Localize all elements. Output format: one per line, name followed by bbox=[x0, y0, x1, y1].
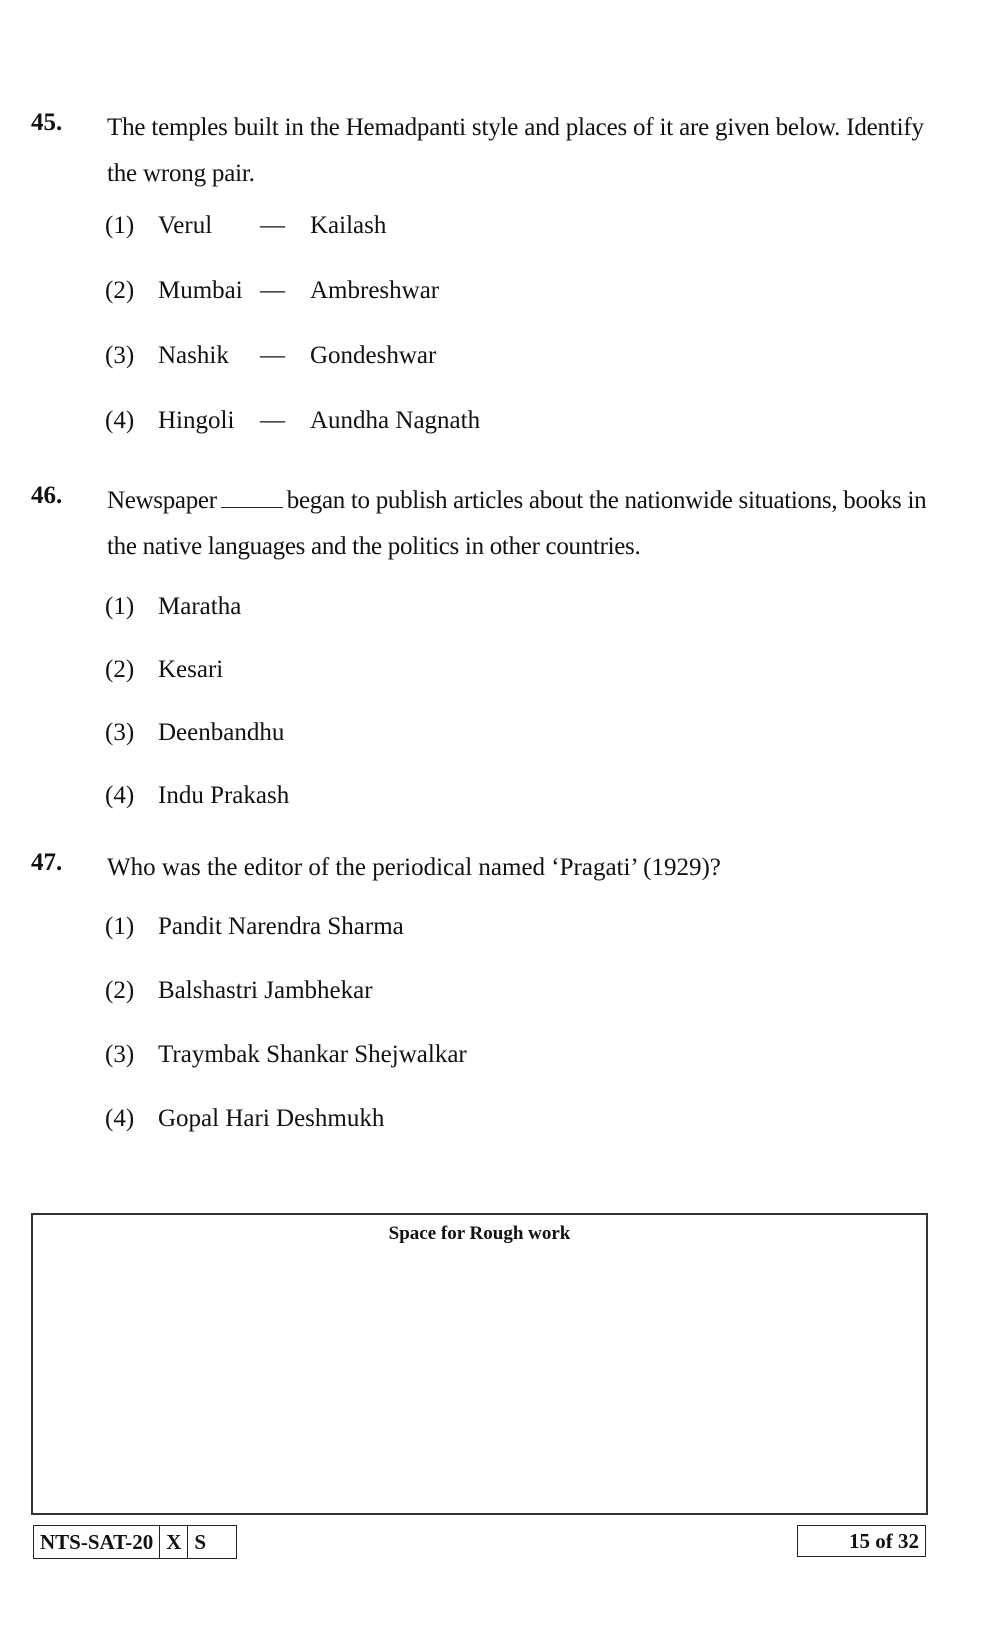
option-text: Pandit Narendra Sharma bbox=[158, 913, 404, 940]
option-place: Verul bbox=[158, 212, 213, 239]
option-text: Kesari bbox=[158, 656, 224, 683]
rough-work-title: Space for Rough work bbox=[388, 1223, 571, 1244]
option-45-4[interactable] bbox=[105, 407, 481, 447]
option-46-4[interactable] bbox=[105, 782, 289, 822]
question-number: 47. bbox=[31, 849, 63, 876]
question-number: 46. bbox=[31, 482, 63, 509]
option-number: (4) bbox=[105, 782, 135, 809]
footer-code: NTS-SAT-20 bbox=[34, 1526, 160, 1558]
option-text: Balshastri Jambhekar bbox=[158, 977, 373, 1004]
option-dash: — bbox=[260, 407, 285, 434]
option-dash: — bbox=[260, 277, 285, 304]
option-temple: Gondeshwar bbox=[310, 342, 437, 369]
option-46-3[interactable] bbox=[105, 719, 284, 759]
option-45-1[interactable] bbox=[105, 212, 387, 252]
footer-box-s: S bbox=[194, 1529, 207, 1554]
option-number: (2) bbox=[105, 277, 135, 304]
option-45-2[interactable] bbox=[105, 277, 440, 317]
option-text: Deenbandhu bbox=[158, 719, 285, 746]
option-number: (4) bbox=[105, 407, 135, 434]
option-number: (3) bbox=[105, 719, 135, 746]
rough-work-box bbox=[31, 1213, 928, 1515]
option-number: (3) bbox=[105, 342, 135, 369]
option-dash: — bbox=[260, 342, 285, 369]
option-47-2[interactable] bbox=[105, 977, 373, 1017]
option-text: Gopal Hari Deshmukh bbox=[158, 1105, 385, 1132]
option-temple: Kailash bbox=[310, 212, 387, 239]
option-47-4[interactable] bbox=[105, 1105, 384, 1145]
footer-box-x: X bbox=[160, 1526, 188, 1558]
option-number: (1) bbox=[105, 212, 135, 239]
question-text bbox=[107, 478, 937, 570]
option-45-3[interactable] bbox=[105, 342, 437, 382]
option-text: Traymbak Shankar Shejwalkar bbox=[158, 1041, 467, 1068]
option-number: (2) bbox=[105, 656, 135, 683]
option-dash: — bbox=[260, 212, 285, 239]
option-46-2[interactable] bbox=[105, 656, 223, 696]
question-text-after: began to publish articles about the nationwide situations, books in the native languages and the politics in other countries. bbox=[107, 487, 927, 560]
option-47-1[interactable] bbox=[105, 913, 404, 953]
option-46-1[interactable] bbox=[105, 593, 241, 633]
option-number: (1) bbox=[105, 913, 135, 940]
option-47-3[interactable] bbox=[105, 1041, 467, 1081]
option-number: (1) bbox=[105, 593, 135, 620]
page-number: 15 of 32 bbox=[849, 1528, 919, 1553]
fill-in-blank bbox=[221, 487, 283, 508]
footer-code-box bbox=[33, 1525, 237, 1559]
question-number: 45. bbox=[31, 109, 63, 136]
option-place: Mumbai bbox=[158, 277, 243, 304]
option-place: Nashik bbox=[158, 342, 229, 369]
option-number: (3) bbox=[105, 1041, 135, 1068]
option-place: Hingoli bbox=[158, 407, 235, 434]
option-temple: Ambreshwar bbox=[310, 277, 440, 304]
option-number: (2) bbox=[105, 977, 135, 1004]
option-number: (4) bbox=[105, 1105, 135, 1132]
option-temple: Aundha Nagnath bbox=[310, 407, 481, 434]
option-text: Indu Prakash bbox=[158, 782, 290, 809]
question-text: The temples built in the Hemadpanti style and places of it are given below. Identify the wrong pair. bbox=[107, 114, 924, 187]
option-text: Maratha bbox=[158, 593, 242, 620]
page-number-box bbox=[797, 1525, 926, 1557]
question-text: Who was the editor of the periodical named ‘Pragati’ (1929)? bbox=[107, 854, 721, 881]
question-text-before: Newspaper bbox=[107, 487, 217, 514]
